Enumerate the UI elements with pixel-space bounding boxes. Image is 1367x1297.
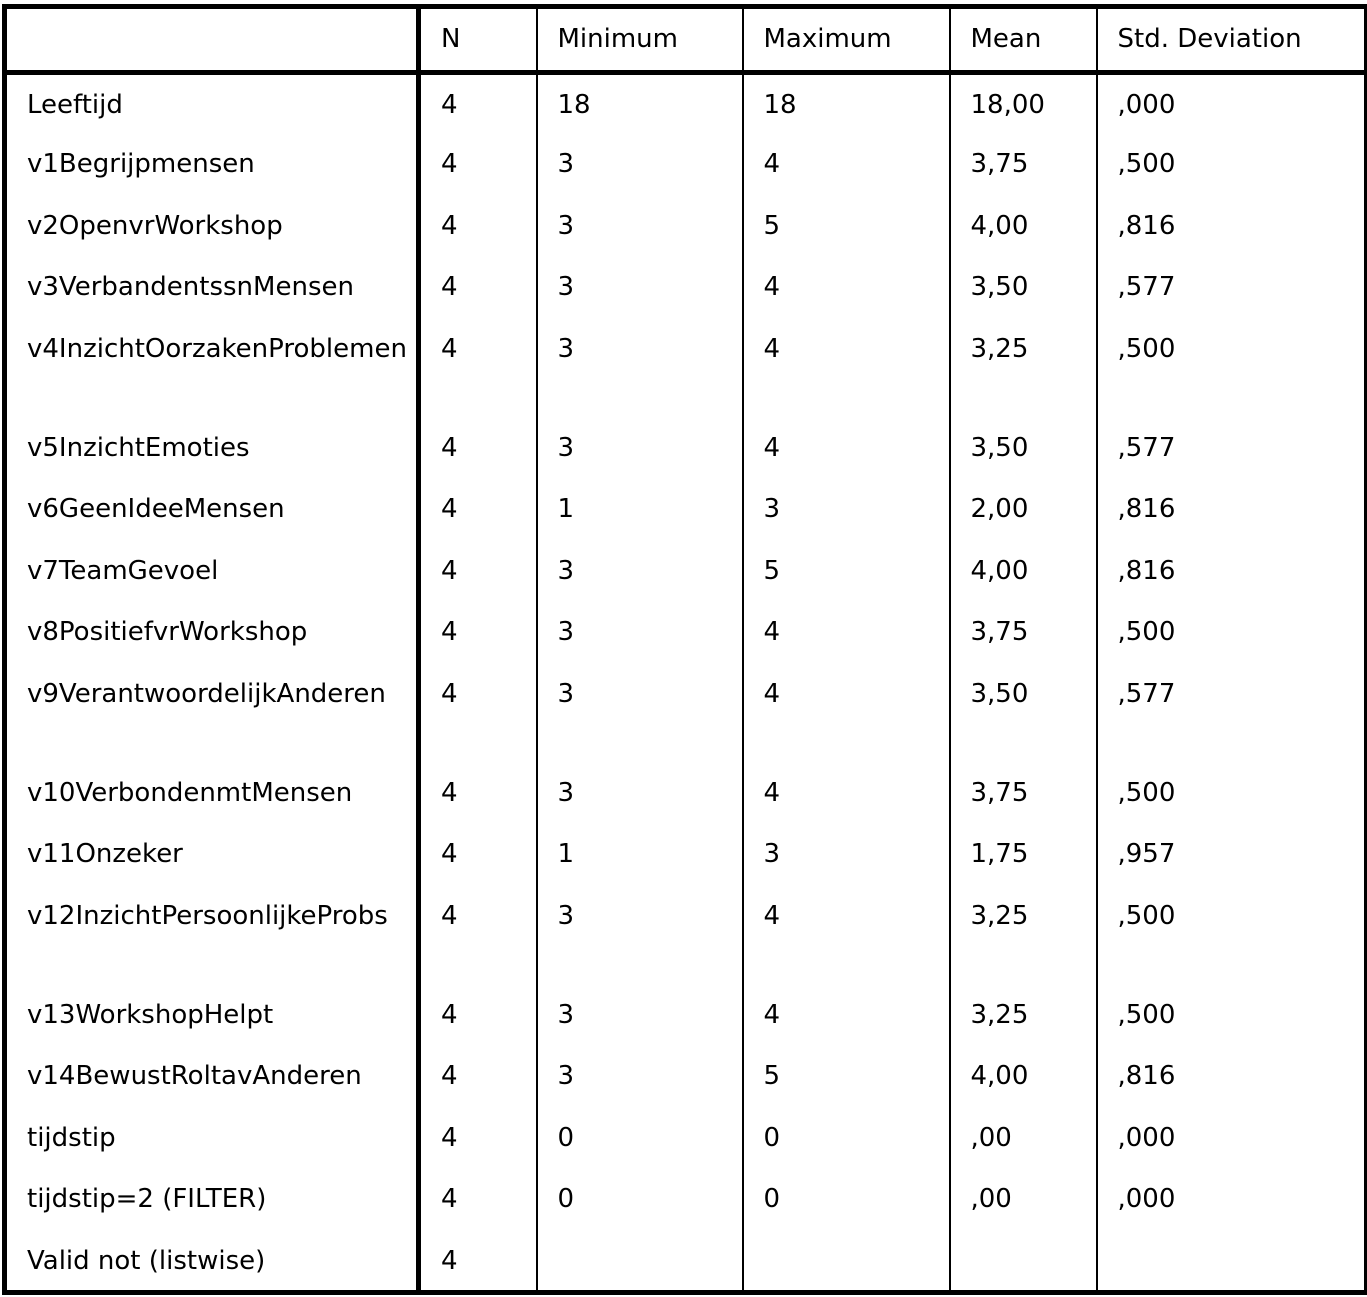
- cell-maximum: 4: [743, 763, 950, 825]
- table-row: [5, 1108, 1367, 1170]
- cell-minimum: 3: [537, 134, 743, 196]
- cell-minimum: 1: [537, 479, 743, 541]
- table-row: [5, 196, 1367, 258]
- cell-mean: [950, 1231, 1097, 1293]
- cell-n: 4: [419, 985, 537, 1047]
- cell-maximum: 5: [743, 541, 950, 603]
- cell-maximum: 4: [743, 319, 950, 418]
- table-row: [5, 1046, 1367, 1108]
- cell-maximum: 4: [743, 418, 950, 480]
- table-row: [5, 73, 1367, 135]
- cell-n: 4: [419, 134, 537, 196]
- cell-minimum: 0: [537, 1169, 743, 1231]
- row-label: v14BewustRoltavAnderen: [5, 1046, 419, 1108]
- table-row: [5, 418, 1367, 480]
- cell-mean: ,00: [950, 1169, 1097, 1231]
- cell-std-deviation: ,816: [1097, 196, 1367, 258]
- cell-mean: 1,75: [950, 824, 1097, 886]
- row-label: v10VerbondenmtMensen: [5, 763, 419, 825]
- row-label: v3VerbandentssnMensen: [5, 257, 419, 319]
- table-row: [5, 541, 1367, 603]
- cell-mean: 3,50: [950, 418, 1097, 480]
- header-maximum: Maximum: [743, 7, 950, 73]
- cell-minimum: 3: [537, 763, 743, 825]
- cell-minimum: 3: [537, 664, 743, 763]
- header-n: N: [419, 7, 537, 73]
- table-row: [5, 602, 1367, 664]
- cell-std-deviation: ,500: [1097, 763, 1367, 825]
- cell-mean: 2,00: [950, 479, 1097, 541]
- table-row: [5, 1169, 1367, 1231]
- cell-n: 4: [419, 1108, 537, 1170]
- cell-n: 4: [419, 196, 537, 258]
- row-label: v11Onzeker: [5, 824, 419, 886]
- cell-n: 4: [419, 824, 537, 886]
- cell-minimum: 3: [537, 319, 743, 418]
- cell-std-deviation: ,000: [1097, 1108, 1367, 1170]
- table-row: [5, 886, 1367, 985]
- cell-minimum: 18: [537, 73, 743, 135]
- cell-maximum: 3: [743, 824, 950, 886]
- row-label: v4InzichtOorzakenProblemen: [5, 319, 419, 418]
- cell-maximum: 4: [743, 134, 950, 196]
- cell-n: 4: [419, 257, 537, 319]
- cell-minimum: 3: [537, 196, 743, 258]
- cell-minimum: 3: [537, 418, 743, 480]
- row-label: Leeftijd: [5, 73, 419, 135]
- cell-mean: 3,75: [950, 134, 1097, 196]
- row-label: v6GeenIdeeMensen: [5, 479, 419, 541]
- table-row: [5, 319, 1367, 418]
- row-label: v13WorkshopHelpt: [5, 985, 419, 1047]
- cell-std-deviation: ,816: [1097, 1046, 1367, 1108]
- cell-minimum: 3: [537, 1046, 743, 1108]
- row-label: v8PositiefvrWorkshop: [5, 602, 419, 664]
- row-label: v2OpenvrWorkshop: [5, 196, 419, 258]
- cell-n: 4: [419, 319, 537, 418]
- row-label: tijdstip=2 (FILTER): [5, 1169, 419, 1231]
- table-row: [5, 664, 1367, 763]
- row-label: v7TeamGevoel: [5, 541, 419, 603]
- descriptive-statistics-table: [2, 4, 1367, 1295]
- cell-n: 4: [419, 479, 537, 541]
- cell-std-deviation: ,500: [1097, 602, 1367, 664]
- cell-minimum: 3: [537, 985, 743, 1047]
- table-row: [5, 763, 1367, 825]
- row-label: v12InzichtPersoonlijkeProbs: [5, 886, 419, 985]
- cell-maximum: 3: [743, 479, 950, 541]
- header-mean: Mean: [950, 7, 1097, 73]
- cell-mean: 3,25: [950, 886, 1097, 985]
- cell-std-deviation: ,957: [1097, 824, 1367, 886]
- cell-n: 4: [419, 541, 537, 603]
- cell-n: 4: [419, 1231, 537, 1293]
- cell-mean: 3,75: [950, 763, 1097, 825]
- cell-n: 4: [419, 1169, 537, 1231]
- cell-n: 4: [419, 664, 537, 763]
- row-label: v9VerantwoordelijkAnderen: [5, 664, 419, 763]
- table-row: [5, 134, 1367, 196]
- cell-maximum: 0: [743, 1108, 950, 1170]
- row-label: Valid not (listwise): [5, 1231, 419, 1293]
- cell-mean: 4,00: [950, 1046, 1097, 1108]
- cell-mean: 4,00: [950, 541, 1097, 603]
- cell-std-deviation: ,500: [1097, 134, 1367, 196]
- cell-std-deviation: ,000: [1097, 73, 1367, 135]
- cell-std-deviation: ,816: [1097, 479, 1367, 541]
- cell-maximum: 4: [743, 664, 950, 763]
- cell-maximum: 4: [743, 602, 950, 664]
- cell-mean: 3,75: [950, 602, 1097, 664]
- cell-n: 4: [419, 886, 537, 985]
- cell-std-deviation: [1097, 1231, 1367, 1293]
- cell-minimum: 1: [537, 824, 743, 886]
- cell-minimum: 3: [537, 541, 743, 603]
- cell-std-deviation: ,577: [1097, 257, 1367, 319]
- cell-minimum: 3: [537, 886, 743, 985]
- cell-n: 4: [419, 763, 537, 825]
- cell-std-deviation: ,000: [1097, 1169, 1367, 1231]
- cell-std-deviation: ,577: [1097, 664, 1367, 763]
- cell-minimum: 0: [537, 1108, 743, 1170]
- cell-mean: 4,00: [950, 196, 1097, 258]
- cell-n: 4: [419, 602, 537, 664]
- cell-maximum: 5: [743, 1046, 950, 1108]
- cell-mean: 3,25: [950, 319, 1097, 418]
- cell-minimum: 3: [537, 257, 743, 319]
- cell-maximum: 4: [743, 257, 950, 319]
- row-label: tijdstip: [5, 1108, 419, 1170]
- table-body: [5, 73, 1367, 1293]
- cell-maximum: [743, 1231, 950, 1293]
- table-row: [5, 1231, 1367, 1293]
- cell-n: 4: [419, 73, 537, 135]
- cell-n: 4: [419, 1046, 537, 1108]
- cell-maximum: 18: [743, 73, 950, 135]
- header-std-deviation: Std. Deviation: [1097, 7, 1367, 73]
- cell-minimum: 3: [537, 602, 743, 664]
- table-row: [5, 824, 1367, 886]
- table-row: [5, 257, 1367, 319]
- header-minimum: Minimum: [537, 7, 743, 73]
- header-row: [5, 7, 1367, 73]
- cell-mean: 3,50: [950, 664, 1097, 763]
- table-row: [5, 479, 1367, 541]
- cell-minimum: [537, 1231, 743, 1293]
- row-label: v1Begrijpmensen: [5, 134, 419, 196]
- cell-n: 4: [419, 418, 537, 480]
- cell-maximum: 4: [743, 985, 950, 1047]
- cell-mean: ,00: [950, 1108, 1097, 1170]
- cell-std-deviation: ,500: [1097, 985, 1367, 1047]
- cell-maximum: 4: [743, 886, 950, 985]
- row-label: v5InzichtEmoties: [5, 418, 419, 480]
- cell-maximum: 5: [743, 196, 950, 258]
- cell-std-deviation: ,500: [1097, 319, 1367, 418]
- cell-maximum: 0: [743, 1169, 950, 1231]
- cell-mean: 18,00: [950, 73, 1097, 135]
- cell-mean: 3,50: [950, 257, 1097, 319]
- cell-mean: 3,25: [950, 985, 1097, 1047]
- cell-std-deviation: ,816: [1097, 541, 1367, 603]
- header-label: [5, 7, 419, 73]
- table-row: [5, 985, 1367, 1047]
- cell-std-deviation: ,577: [1097, 418, 1367, 480]
- cell-std-deviation: ,500: [1097, 886, 1367, 985]
